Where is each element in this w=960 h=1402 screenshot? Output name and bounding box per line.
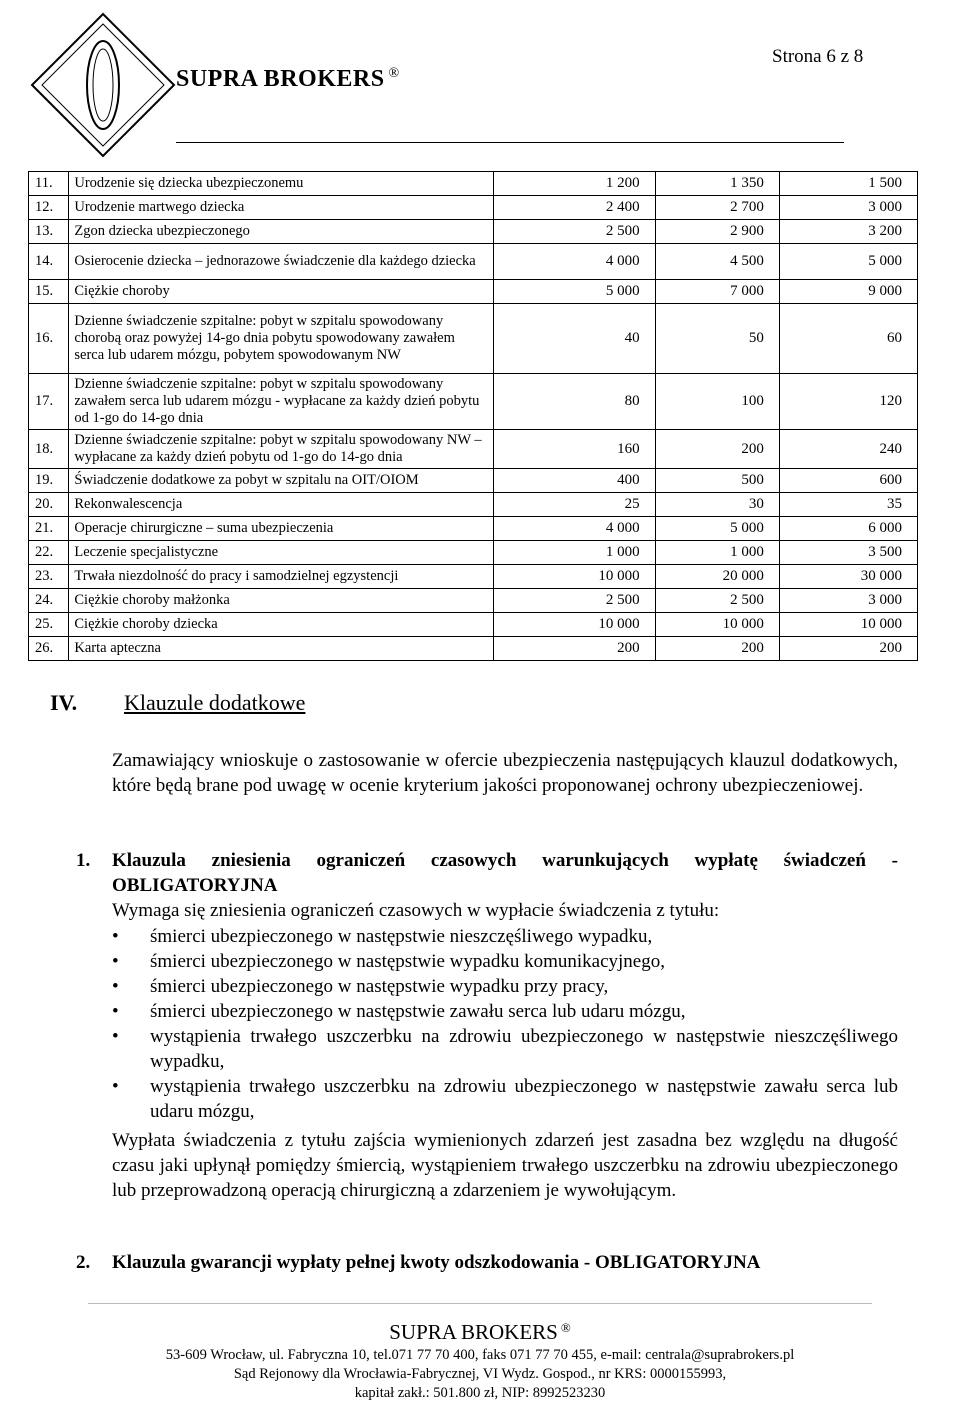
table-row — [29, 304, 918, 374]
table-row — [29, 589, 918, 613]
section-intro: Zamawiający wnioskuje o zastosowanie w ofercie ubezpieczenia następujących klauzul dodatkowych, które będą brane pod uwagę w ocenie kryterium jakości proponowanej ochrony ubezpieczeniowej. — [112, 750, 898, 796]
row-number: 22. — [29, 541, 69, 565]
value-variant-1: 2 400 — [494, 196, 655, 220]
clause-1-number: 1. — [76, 850, 91, 871]
value-variant-3: 3 200 — [779, 220, 917, 244]
value-variant-3: 240 — [779, 430, 917, 469]
bullet-icon: • — [112, 976, 119, 997]
value-variant-1: 200 — [494, 637, 655, 661]
value-variant-3: 30 000 — [779, 565, 917, 589]
row-description: Rekonwalescencja — [69, 493, 494, 517]
table-row — [29, 430, 918, 469]
row-description: Zgon dziecka ubezpieczonego — [69, 220, 494, 244]
table-row — [29, 172, 918, 196]
value-variant-2: 200 — [655, 430, 779, 469]
row-number: 18. — [29, 430, 69, 469]
header-brand: SUPRA BROKERS ® — [176, 66, 400, 92]
value-variant-3: 1 500 — [779, 172, 917, 196]
bullet-icon: • — [112, 1001, 119, 1022]
value-variant-2: 2 500 — [655, 589, 779, 613]
table-row — [29, 280, 918, 304]
value-variant-2: 100 — [655, 374, 779, 430]
value-variant-1: 400 — [494, 469, 655, 493]
table-row — [29, 493, 918, 517]
row-number: 23. — [29, 565, 69, 589]
footer-address: 53-609 Wrocław, ul. Fabryczna 10, tel.071 77 70 400, faks 071 77 70 455, e-mail: centrala@suprabrokers.pl — [165, 1347, 795, 1363]
value-variant-1: 10 000 — [494, 613, 655, 637]
bullet-icon: • — [112, 1026, 119, 1047]
row-description: Ciężkie choroby — [69, 280, 494, 304]
value-variant-3: 5 000 — [779, 244, 917, 280]
value-variant-1: 4 000 — [494, 244, 655, 280]
clause-2-heading — [76, 1252, 760, 1274]
table-row — [29, 637, 918, 661]
value-variant-2: 500 — [655, 469, 779, 493]
row-description: Trwała niezdolność do pracy i samodzielnej egzystencji — [69, 565, 494, 589]
value-variant-1: 4 000 — [494, 517, 655, 541]
value-variant-3: 120 — [779, 374, 917, 430]
list-item: • śmierci ubezpieczonego w następstwie zawału serca lub udaru mózgu, — [112, 1001, 686, 1022]
row-description: Świadczenie dodatkowe za pobyt w szpitalu na OIT/OIOM — [69, 469, 494, 493]
row-number: 26. — [29, 637, 69, 661]
table-row — [29, 565, 918, 589]
row-number: 13. — [29, 220, 69, 244]
bullet-icon: • — [112, 926, 119, 947]
value-variant-2: 1 350 — [655, 172, 779, 196]
value-variant-2: 7 000 — [655, 280, 779, 304]
row-description: Karta apteczna — [69, 637, 494, 661]
value-variant-2: 1 000 — [655, 541, 779, 565]
table-row — [29, 541, 918, 565]
row-number: 14. — [29, 244, 69, 280]
row-description: Operacje chirurgiczne – suma ubezpieczenia — [69, 517, 494, 541]
value-variant-3: 3 000 — [779, 589, 917, 613]
value-variant-2: 2 700 — [655, 196, 779, 220]
value-variant-1: 2 500 — [494, 220, 655, 244]
row-description: Osierocenie dziecka – jednorazowe świadczenie dla każdego dziecka — [69, 244, 494, 280]
value-variant-2: 20 000 — [655, 565, 779, 589]
value-variant-1: 1 200 — [494, 172, 655, 196]
row-description: Urodzenie martwego dziecka — [69, 196, 494, 220]
clause-1-closing: Wypłata świadczenia z tytułu zajścia wymienionych zdarzeń jest zasadna bez względu na długość czasu jaki upłynął pomiędzy śmiercią, wystąpieniem trwałego uszczerbku na zdrowiu ubezpieczonego lub przeprowadzoną operacją chirurgiczną a zdarzeniem je wywołującym. — [112, 1130, 898, 1201]
list-item: • śmierci ubezpieczonego w następstwie wypadku przy pracy, — [112, 976, 609, 997]
value-variant-2: 5 000 — [655, 517, 779, 541]
value-variant-2: 10 000 — [655, 613, 779, 637]
value-variant-1: 1 000 — [494, 541, 655, 565]
row-description: Dzienne świadczenie szpitalne: pobyt w szpitalu spowodowany chorobą oraz powyżej 14-go dnia pobytu spowodowany zawałem serca lub udarem mózgu, pobytem spowodowanym NW — [69, 304, 494, 374]
clause-1-title-line1: Klauzula zniesienia ograniczeń czasowych warunkujących wypłatę świadczeń - — [112, 850, 898, 871]
bullet-icon: • — [112, 951, 119, 972]
list-item: • śmierci ubezpieczonego w następstwie nieszczęśliwego wypadku, — [112, 926, 653, 947]
row-description: Urodzenie się dziecka ubezpieczonemu — [69, 172, 494, 196]
row-description: Ciężkie choroby małżonka — [69, 589, 494, 613]
value-variant-3: 60 — [779, 304, 917, 374]
value-variant-1: 25 — [494, 493, 655, 517]
header-divider — [176, 142, 844, 143]
footer-capital: kapitał zakł.: 501.800 zł, NIP: 8992523230 — [354, 1385, 606, 1401]
value-variant-2: 30 — [655, 493, 779, 517]
value-variant-2: 4 500 — [655, 244, 779, 280]
list-item: • wystąpienia trwałego uszczerbku na zdrowiu ubezpieczonego w następstwie nieszczęśliwego wypadku, — [112, 1026, 898, 1072]
table-row — [29, 469, 918, 493]
table-row — [29, 220, 918, 244]
clause-1-bullets — [112, 924, 898, 1124]
clause-1-lead: Wymaga się zniesienia ograniczeń czasowych w wypłacie świadczenia z tytułu: — [112, 900, 720, 921]
list-item: • śmierci ubezpieczonego w następstwie wypadku komunikacyjnego, — [112, 951, 665, 972]
value-variant-2: 50 — [655, 304, 779, 374]
footer-divider — [88, 1303, 872, 1304]
clause-1-title-line2: OBLIGATORYJNA — [112, 875, 278, 896]
clause-1-heading — [76, 848, 898, 896]
row-number: 24. — [29, 589, 69, 613]
value-variant-1: 5 000 — [494, 280, 655, 304]
table-row — [29, 613, 918, 637]
row-number: 12. — [29, 196, 69, 220]
value-variant-3: 3 000 — [779, 196, 917, 220]
value-variant-1: 2 500 — [494, 589, 655, 613]
value-variant-2: 2 900 — [655, 220, 779, 244]
section-number: IV. — [50, 690, 78, 715]
footer-court: Sąd Rejonowy dla Wrocławia-Fabrycznej, VI Wydz. Gospod., nr KRS: 0000155993, — [233, 1366, 727, 1382]
row-number: 17. — [29, 374, 69, 430]
row-description: Leczenie specjalistyczne — [69, 541, 494, 565]
footer-brand: SUPRA BROKERS ® — [389, 1320, 571, 1344]
row-number: 20. — [29, 493, 69, 517]
list-item: • wystąpienia trwałego uszczerbku na zdrowiu ubezpieczonego w następstwie zawału serca lub udaru mózgu, — [112, 1076, 898, 1122]
value-variant-3: 35 — [779, 493, 917, 517]
row-description: Dzienne świadczenie szpitalne: pobyt w szpitalu spowodowany zawałem serca lub udarem mózgu - wypłacane za każdy dzień pobytu od 1-go do 14-go dnia — [69, 374, 494, 430]
row-number: 11. — [29, 172, 69, 196]
row-number: 16. — [29, 304, 69, 374]
table-row — [29, 374, 918, 430]
company-logo — [28, 10, 178, 160]
value-variant-3: 10 000 — [779, 613, 917, 637]
table-row — [29, 196, 918, 220]
row-number: 25. — [29, 613, 69, 637]
clause-2-title: Klauzula gwarancji wypłaty pełnej kwoty odszkodowania - OBLIGATORYJNA — [112, 1252, 761, 1273]
value-variant-3: 600 — [779, 469, 917, 493]
section-title: Klauzule dodatkowe — [124, 690, 306, 715]
row-number: 15. — [29, 280, 69, 304]
bullet-icon: • — [112, 1076, 119, 1097]
row-description: Dzienne świadczenie szpitalne: pobyt w szpitalu spowodowany NW – wypłacane za każdy dzień pobytu od 1-go do 14-go dnia — [69, 430, 494, 469]
value-variant-1: 40 — [494, 304, 655, 374]
clause-2-number: 2. — [76, 1252, 91, 1273]
value-variant-1: 160 — [494, 430, 655, 469]
table-row — [29, 244, 918, 280]
value-variant-3: 9 000 — [779, 280, 917, 304]
row-number: 19. — [29, 469, 69, 493]
value-variant-3: 200 — [779, 637, 917, 661]
value-variant-1: 10 000 — [494, 565, 655, 589]
table-row — [29, 517, 918, 541]
row-description: Ciężkie choroby dziecka — [69, 613, 494, 637]
value-variant-1: 80 — [494, 374, 655, 430]
benefits-table — [28, 171, 918, 661]
row-number: 21. — [29, 517, 69, 541]
value-variant-2: 200 — [655, 637, 779, 661]
value-variant-3: 6 000 — [779, 517, 917, 541]
value-variant-3: 3 500 — [779, 541, 917, 565]
page-number: Strona 6 z 8 — [772, 46, 864, 67]
